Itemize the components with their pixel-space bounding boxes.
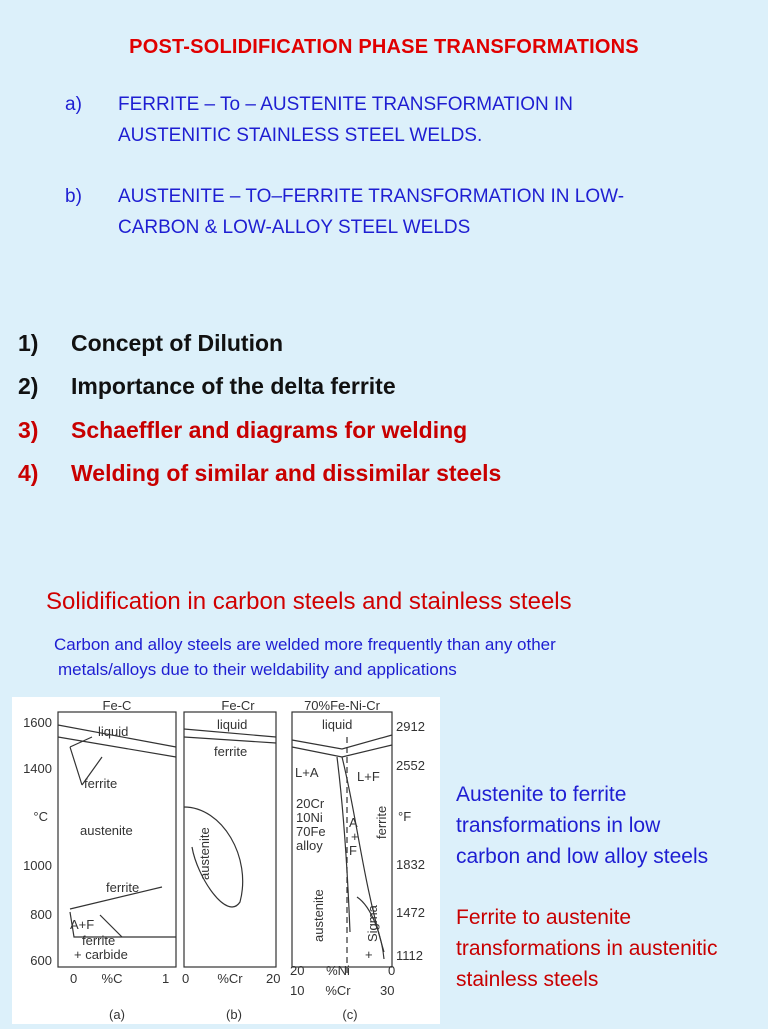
region-label: liquid: [217, 717, 248, 732]
intro-line-2: metals/alloys due to their weldability and applications: [58, 660, 457, 679]
note-austenite-to-ferrite: [456, 779, 766, 872]
transformation-b-line-1: AUSTENITE – TO–FERRITE TRANSFORMATION IN LOW-: [118, 186, 625, 207]
region-label: liquid: [322, 717, 353, 732]
topic-item: [18, 330, 718, 360]
y-axis-unit: °C: [33, 809, 48, 824]
region-label: L+F: [357, 769, 380, 784]
panel-a-title: Fe-C: [102, 698, 132, 713]
topic-text: Welding of similar and dissimilar steels: [71, 460, 502, 486]
panel-c-liquidus: [292, 735, 392, 749]
topic-text: Importance of the delta ferrite: [71, 373, 396, 399]
panel-a-caption: (a): [109, 1007, 125, 1022]
x-tick: 30: [380, 983, 395, 998]
topic-number: 1): [18, 330, 39, 356]
region-label: austenite: [197, 827, 212, 880]
region-label: ferrite: [84, 776, 118, 791]
x-axis-label: %Cr: [217, 971, 243, 986]
x-tick: 0: [388, 963, 396, 978]
topic-text: Schaeffler and diagrams for welding: [71, 417, 468, 443]
panel-b-gamma-loop: [184, 807, 243, 907]
topic-number: 4): [18, 460, 39, 486]
panel-a-solidus: [58, 737, 176, 757]
note-line: stainless steels: [456, 968, 599, 991]
region-label: L+A: [295, 765, 319, 780]
x-axis-label: %Cr: [325, 983, 351, 998]
region-label: ferrite: [214, 744, 248, 759]
panel-c-solidus: [292, 745, 392, 757]
transformation-b-line-2: CARBON & LOW-ALLOY STEEL WELDS: [118, 217, 471, 238]
transformation-b-label: b): [65, 186, 82, 207]
x-axis-label: %C: [101, 971, 123, 986]
x-tick: 0: [182, 971, 190, 986]
region-label: + carbide: [74, 947, 128, 962]
transformation-a-line-1: FERRITE – To – AUSTENITE TRANSFORMATION IN: [118, 94, 574, 115]
note-line: carbon and low alloy steels: [456, 845, 709, 868]
region-label: austenite: [80, 823, 133, 838]
y-tick-right: 1112: [396, 948, 423, 963]
region-label: 20Cr: [296, 796, 325, 811]
x-tick: 1: [162, 971, 170, 986]
y-tick-right: 1832: [396, 857, 425, 872]
slide-title: POST-SOLIDIFICATION PHASE TRANSFORMATIONS: [129, 36, 639, 58]
region-label: 10Ni: [296, 810, 323, 825]
topic-item: [18, 373, 718, 403]
region-label: ferrite: [82, 933, 116, 948]
x-axis-label: %Ni: [326, 963, 350, 978]
region-label: Sigma: [365, 905, 380, 942]
region-label: 70Fe: [296, 824, 326, 839]
y-tick: 1000: [23, 858, 52, 873]
section-heading: Solidification in carbon steels and stainless steels: [46, 588, 572, 615]
intro-line-1: Carbon and alloy steels are welded more frequently than any other: [54, 635, 556, 654]
y-tick: 1600: [23, 715, 52, 730]
phase-diagram-figure: [12, 697, 440, 1024]
y-tick: 1400: [23, 761, 52, 776]
x-tick: 20: [290, 963, 305, 978]
panel-b-title: Fe-Cr: [221, 698, 255, 713]
y-tick: 800: [30, 907, 52, 922]
panel-c-title: 70%Fe-Ni-Cr: [304, 698, 380, 713]
region-label: A+F: [70, 917, 95, 932]
topic-number: 2): [18, 373, 39, 399]
region-label: ferrite: [374, 805, 389, 839]
phase-diagram-svg: [12, 697, 440, 1024]
note-ferrite-to-austenite: [456, 902, 766, 995]
region-label: alloy: [296, 838, 323, 853]
panel-b-solidus: [184, 737, 276, 743]
y-tick-right: 2912: [396, 719, 425, 734]
topic-text: Concept of Dilution: [71, 330, 284, 356]
region-label: F: [349, 843, 357, 858]
region-label: liquid: [98, 724, 129, 739]
x-tick: 0: [70, 971, 78, 986]
note-line: transformations in austenitic: [456, 937, 718, 960]
panel-b-caption: (b): [226, 1007, 242, 1022]
transformation-a-label: a): [65, 94, 82, 115]
topic-item: [18, 460, 718, 490]
intro-paragraph: [54, 632, 694, 682]
topic-number: 3): [18, 417, 39, 443]
y-tick: 600: [30, 953, 52, 968]
transformation-a-line-2: AUSTENITIC STAINLESS STEEL WELDS.: [118, 125, 483, 146]
transformation-a: [65, 89, 705, 153]
x-tick: 20: [266, 971, 281, 986]
note-line: transformations in low: [456, 814, 661, 837]
y-tick-right: 1472: [396, 905, 425, 920]
note-line: Ferrite to austenite: [456, 906, 632, 929]
topic-item: [18, 417, 718, 447]
region-label: +: [351, 829, 359, 844]
panel-c-caption: (c): [342, 1007, 358, 1022]
region-label: +: [365, 947, 373, 962]
y-axis-unit-right: °F: [398, 809, 412, 824]
transformation-b: [65, 181, 705, 245]
region-label: ferrite: [106, 880, 140, 895]
region-label: A: [349, 815, 358, 830]
region-label: austenite: [311, 889, 326, 942]
y-tick-right: 2552: [396, 758, 425, 773]
note-line: Austenite to ferrite: [456, 783, 627, 806]
x-tick: 10: [290, 983, 305, 998]
